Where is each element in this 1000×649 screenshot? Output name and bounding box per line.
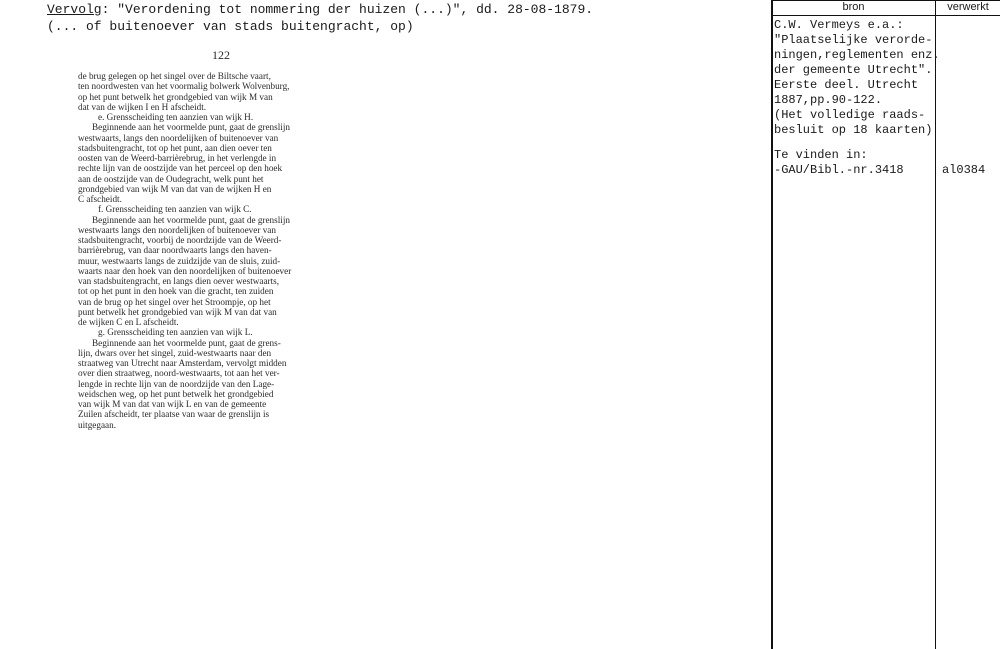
clipping-line: over dien straatweg, noord-westwaarts, tot aan het ver- xyxy=(78,368,280,379)
document-header xyxy=(47,2,593,17)
clipping-line: ten noordwesten van het voormalig bolwerk Wolvenburg, xyxy=(78,81,290,92)
text-line: ningen,reglementen enz. xyxy=(774,48,940,62)
clipping-line: van de brug op het singel over het Stroompje, op het xyxy=(78,296,271,307)
clipping-line: westwaarts langs den noordelijken of buitenoever van xyxy=(78,224,276,235)
clipping-line: Zuilen afscheidt, ter plaatse van waar de grenslijn is xyxy=(78,409,270,420)
text-line: "Plaatselijke verorde- xyxy=(774,33,933,47)
record-code: al0384 xyxy=(942,163,986,177)
clipping-line: lijn, dwars over het singel, zuid-westwaarts naar den xyxy=(78,347,272,358)
text-line: der gemeente Utrecht". xyxy=(774,63,933,77)
clipping-line: C afscheidt. xyxy=(78,194,122,204)
clipping-line: van stadsbuitengracht, en langs dien oever westwaarts, xyxy=(78,276,280,286)
clipping-line: f. Grensscheiding ten aanzien van wijk C. xyxy=(98,204,252,215)
column-header-bron: bron xyxy=(842,1,865,13)
clipping-line: Beginnende aan het voormelde punt, gaat de grenslijn xyxy=(92,122,290,133)
clipping-line: punt betwelk het grondgebied van wijk M van dat van xyxy=(78,306,277,317)
text-line: Eerste deel. Utrecht xyxy=(774,78,919,92)
clipping-line: weidschen weg, op het punt betwelk het grondgebied xyxy=(78,388,274,399)
clipping-line: stadsbuitengracht, voorbij de noordzijde van de Weerd- xyxy=(78,235,282,245)
clipping-line: dat van de wijken I en H afscheidt. xyxy=(78,101,207,112)
table-left-border xyxy=(771,0,773,649)
clipping-line: g. Grensscheiding ten aanzien van wijk L. xyxy=(98,327,253,338)
clipping-line: waarts naar den hoek van den noordelijken of buitenoever xyxy=(78,265,292,276)
page-number: 122 xyxy=(212,48,230,62)
text-line: -GAU/Bibl.-nr.3418 xyxy=(774,163,904,177)
clipping-line: op het punt betwelk het grondgebied van wijk M van xyxy=(78,91,273,102)
text-line: (Het volledige raads- xyxy=(774,108,926,122)
clipping-line: lengde in rechte lijn van de noordzijde van den Lage- xyxy=(78,378,275,389)
clipping-line: de wijken C en L afscheidt. xyxy=(78,317,179,327)
clipping-line: uitgegaan. xyxy=(78,419,117,430)
scanned-page-clipping xyxy=(70,44,370,502)
text-line: besluit op 18 kaarten) xyxy=(774,123,933,137)
source-citation xyxy=(774,18,940,138)
clipping-line: straatweg van Utrecht naar Amsterdam, vervolgt midden xyxy=(78,358,287,368)
location-reference xyxy=(774,148,904,178)
text-line: C.W. Vermeys e.a.: xyxy=(774,18,904,32)
clipping-line: tot op het punt in den hoek van die gracht, ten zuiden xyxy=(78,286,274,297)
text-line: Te vinden in: xyxy=(774,148,868,162)
clipping-line: de brug gelegen op het singel over de Biltsche vaart, xyxy=(78,71,271,81)
header-title: : "Verordening tot nommering der huizen (...)", dd. 28-08-1879. xyxy=(101,2,594,17)
clipping-line: van wijk M van dat van wijk L en van de gemeente xyxy=(78,399,267,409)
clipping-line: Beginnende aan het voormelde punt, gaat de grens- xyxy=(92,337,281,348)
clipping-line: barrièrebrug, van daar noordwaarts langs den haven- xyxy=(78,245,272,256)
header-label: Vervolg xyxy=(47,2,102,17)
header-continuation: (... of buitenoever van stads buitengracht, op) xyxy=(47,19,414,34)
clipping-line: stadsbuitengracht, tot op het punt, aan dien oever ten xyxy=(78,142,272,153)
clipping-line: e. Grensscheiding ten aanzien van wijk H. xyxy=(98,112,254,122)
clipping-line: westwaarts, langs den noordelijken of buitenoever van xyxy=(78,132,279,143)
clipping-line: muur, westwaarts langs de zuidzijde van de sluis, zuid- xyxy=(78,255,281,266)
clipping-body-text xyxy=(78,71,366,430)
text-line: 1887,pp.90-122. xyxy=(774,93,883,107)
clipping-line: rechte lijn van de oostzijde van het perceel op den hoek xyxy=(78,163,283,174)
clipping-line: grondgebied van wijk M van dat van de wijken H en xyxy=(78,183,272,194)
clipping-line: Beginnende aan het voormelde punt, gaat de grenslijn xyxy=(92,214,290,225)
table-header-divider xyxy=(771,15,1000,16)
clipping-line: aan de oostzijde van de Oudegracht, welk punt het xyxy=(78,173,264,184)
clipping-line: oosten van de Weerd-barrièrebrug, in het verlengde in xyxy=(78,153,277,163)
column-header-verwerkt: verwerkt xyxy=(947,1,989,13)
